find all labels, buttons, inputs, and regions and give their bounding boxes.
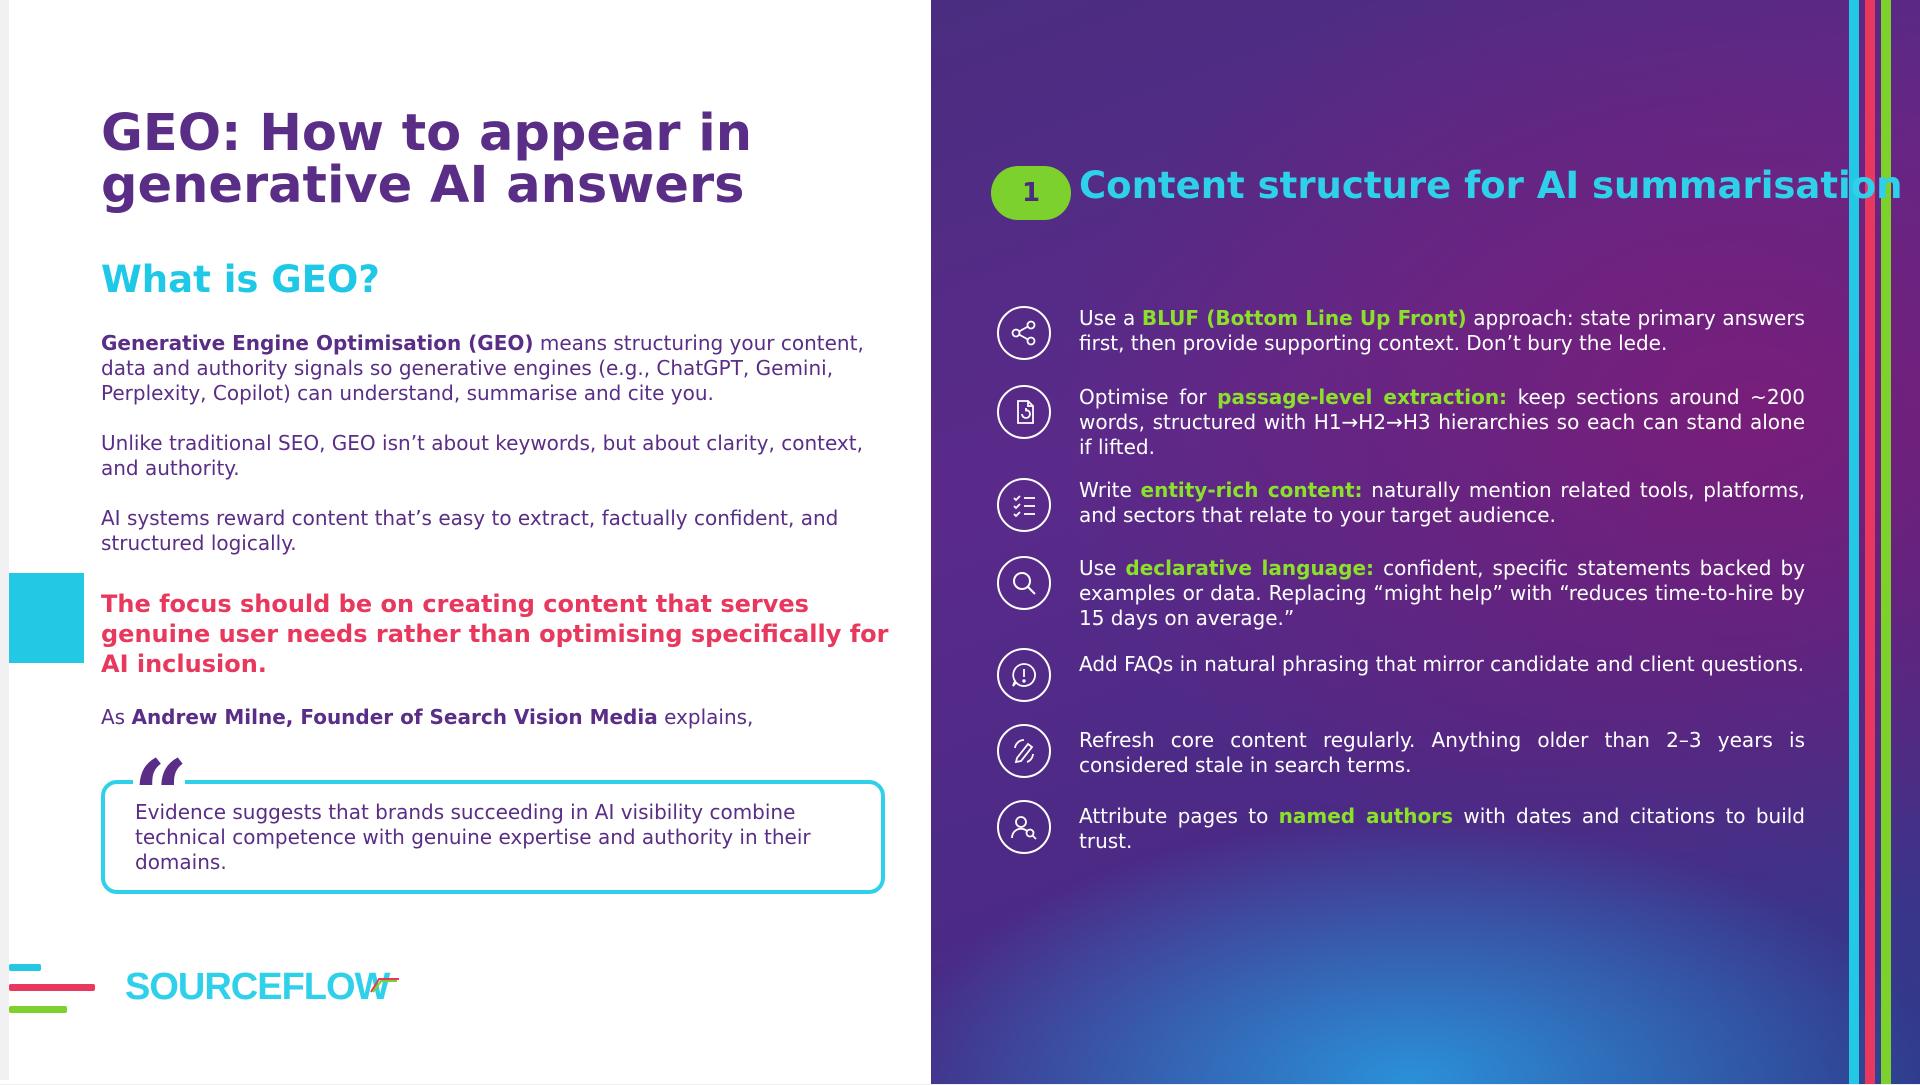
list-item-text <box>1079 306 1805 356</box>
user-search-icon <box>997 800 1051 854</box>
left-panel <box>9 0 931 1084</box>
item-text-post: approach: state primary answers first, then provide supporting context. Don’t bury the lede. <box>1079 306 1805 355</box>
logo-bar-red <box>9 984 95 991</box>
chat-alert-icon <box>997 648 1051 702</box>
refresh-edit-icon <box>997 724 1051 778</box>
item-text-pre: Attribute pages to <box>1079 804 1279 828</box>
key-message: The focus should be on creating content that serves genuine user needs rather than optimising specifically for AI inclusion. <box>101 590 889 678</box>
item-text-pre: Use <box>1079 556 1126 580</box>
list-item-text <box>1079 478 1805 528</box>
quote-text: Evidence suggests that brands succeeding in AI visibility combine technical competence with genuine expertise and authority in their domains. <box>135 800 811 874</box>
sourceflow-logo: SOURCEFLOW <box>125 966 390 1008</box>
attribution-suffix: explains, <box>657 705 754 729</box>
item-text-pre: Optimise for <box>1079 385 1218 409</box>
item-text-post: Add FAQs in natural phrasing that mirror candidate and client questions. <box>1079 652 1805 676</box>
item-text-post: keep sections around ~200 words, structured with H1→H2→H3 hierarchies so each can stand alone if lifted. <box>1079 385 1805 459</box>
item-highlight: BLUF (Bottom Line Up Front) <box>1141 306 1467 330</box>
logo-swoosh-icon <box>369 976 401 994</box>
logo-bar-green <box>9 1006 67 1013</box>
document-refresh-icon <box>997 385 1051 439</box>
attribution-name: Andrew Milne, Founder of Search Vision Media <box>131 705 658 729</box>
quote-mark-icon: “ <box>133 739 189 852</box>
logo-bar-cyan <box>9 964 41 971</box>
item-text-pre: Use a <box>1079 306 1142 330</box>
list-item-text <box>1079 385 1805 460</box>
item-text-post: with dates and citations to build trust. <box>1079 804 1806 853</box>
list-item-text <box>1079 556 1805 631</box>
seo-comparison: Unlike traditional SEO, GEO isn’t about keywords, but about clarity, context, and authority. <box>101 431 863 480</box>
content-structure-title: Content structure for AI summarisation <box>1079 164 1903 207</box>
attribution-prefix: As <box>101 705 132 729</box>
section-subtitle: What is GEO? <box>101 258 380 301</box>
ai-rewards: AI systems reward content that’s easy to extract, factually confident, and structured logically. <box>101 506 839 555</box>
geo-term: Generative Engine Optimisation (GEO) <box>101 331 534 355</box>
item-text-post: Refresh core content regularly. Anything older than 2–3 years is considered stale in search terms. <box>1079 728 1805 777</box>
accent-block <box>9 573 84 663</box>
page-title: GEO: How to appear in generative AI answers <box>101 104 753 215</box>
list-item-text <box>1079 728 1805 778</box>
checklist-icon <box>997 478 1051 532</box>
share-nodes-icon <box>997 306 1051 360</box>
item-text-post: naturally mention related tools, platforms, and sectors that relate to your target audience. <box>1079 478 1805 527</box>
geo-definition <box>101 331 901 406</box>
item-highlight: named authors <box>1278 804 1454 828</box>
search-icon <box>997 556 1051 610</box>
item-text-post: confident, specific statements backed by examples or data. Replacing “might help” with “reduces time-to-hire by 15 days on average.” <box>1079 556 1805 630</box>
step-badge: 1 <box>991 166 1071 220</box>
list-item-text <box>1079 804 1805 854</box>
logo-bars <box>9 964 104 1016</box>
right-panel <box>931 0 1920 1084</box>
quote-attribution <box>101 705 753 729</box>
item-text-pre: Write <box>1079 478 1141 502</box>
stripe-red <box>1865 0 1875 1084</box>
stripe-cyan <box>1849 0 1859 1084</box>
item-highlight: entity-rich content: <box>1140 478 1363 502</box>
stripe-green <box>1881 0 1891 1084</box>
list-item-text <box>1079 652 1805 677</box>
geo-definition-text: means structuring your content, data and authority signals so generative engines (e.g., ChatGPT, Gemini, Perplexity, Copilot) can understand, summarise and cite you. <box>101 331 864 405</box>
item-highlight: declarative language: <box>1125 556 1375 580</box>
item-highlight: passage-level extraction: <box>1217 385 1508 409</box>
left-edge <box>0 0 9 1080</box>
